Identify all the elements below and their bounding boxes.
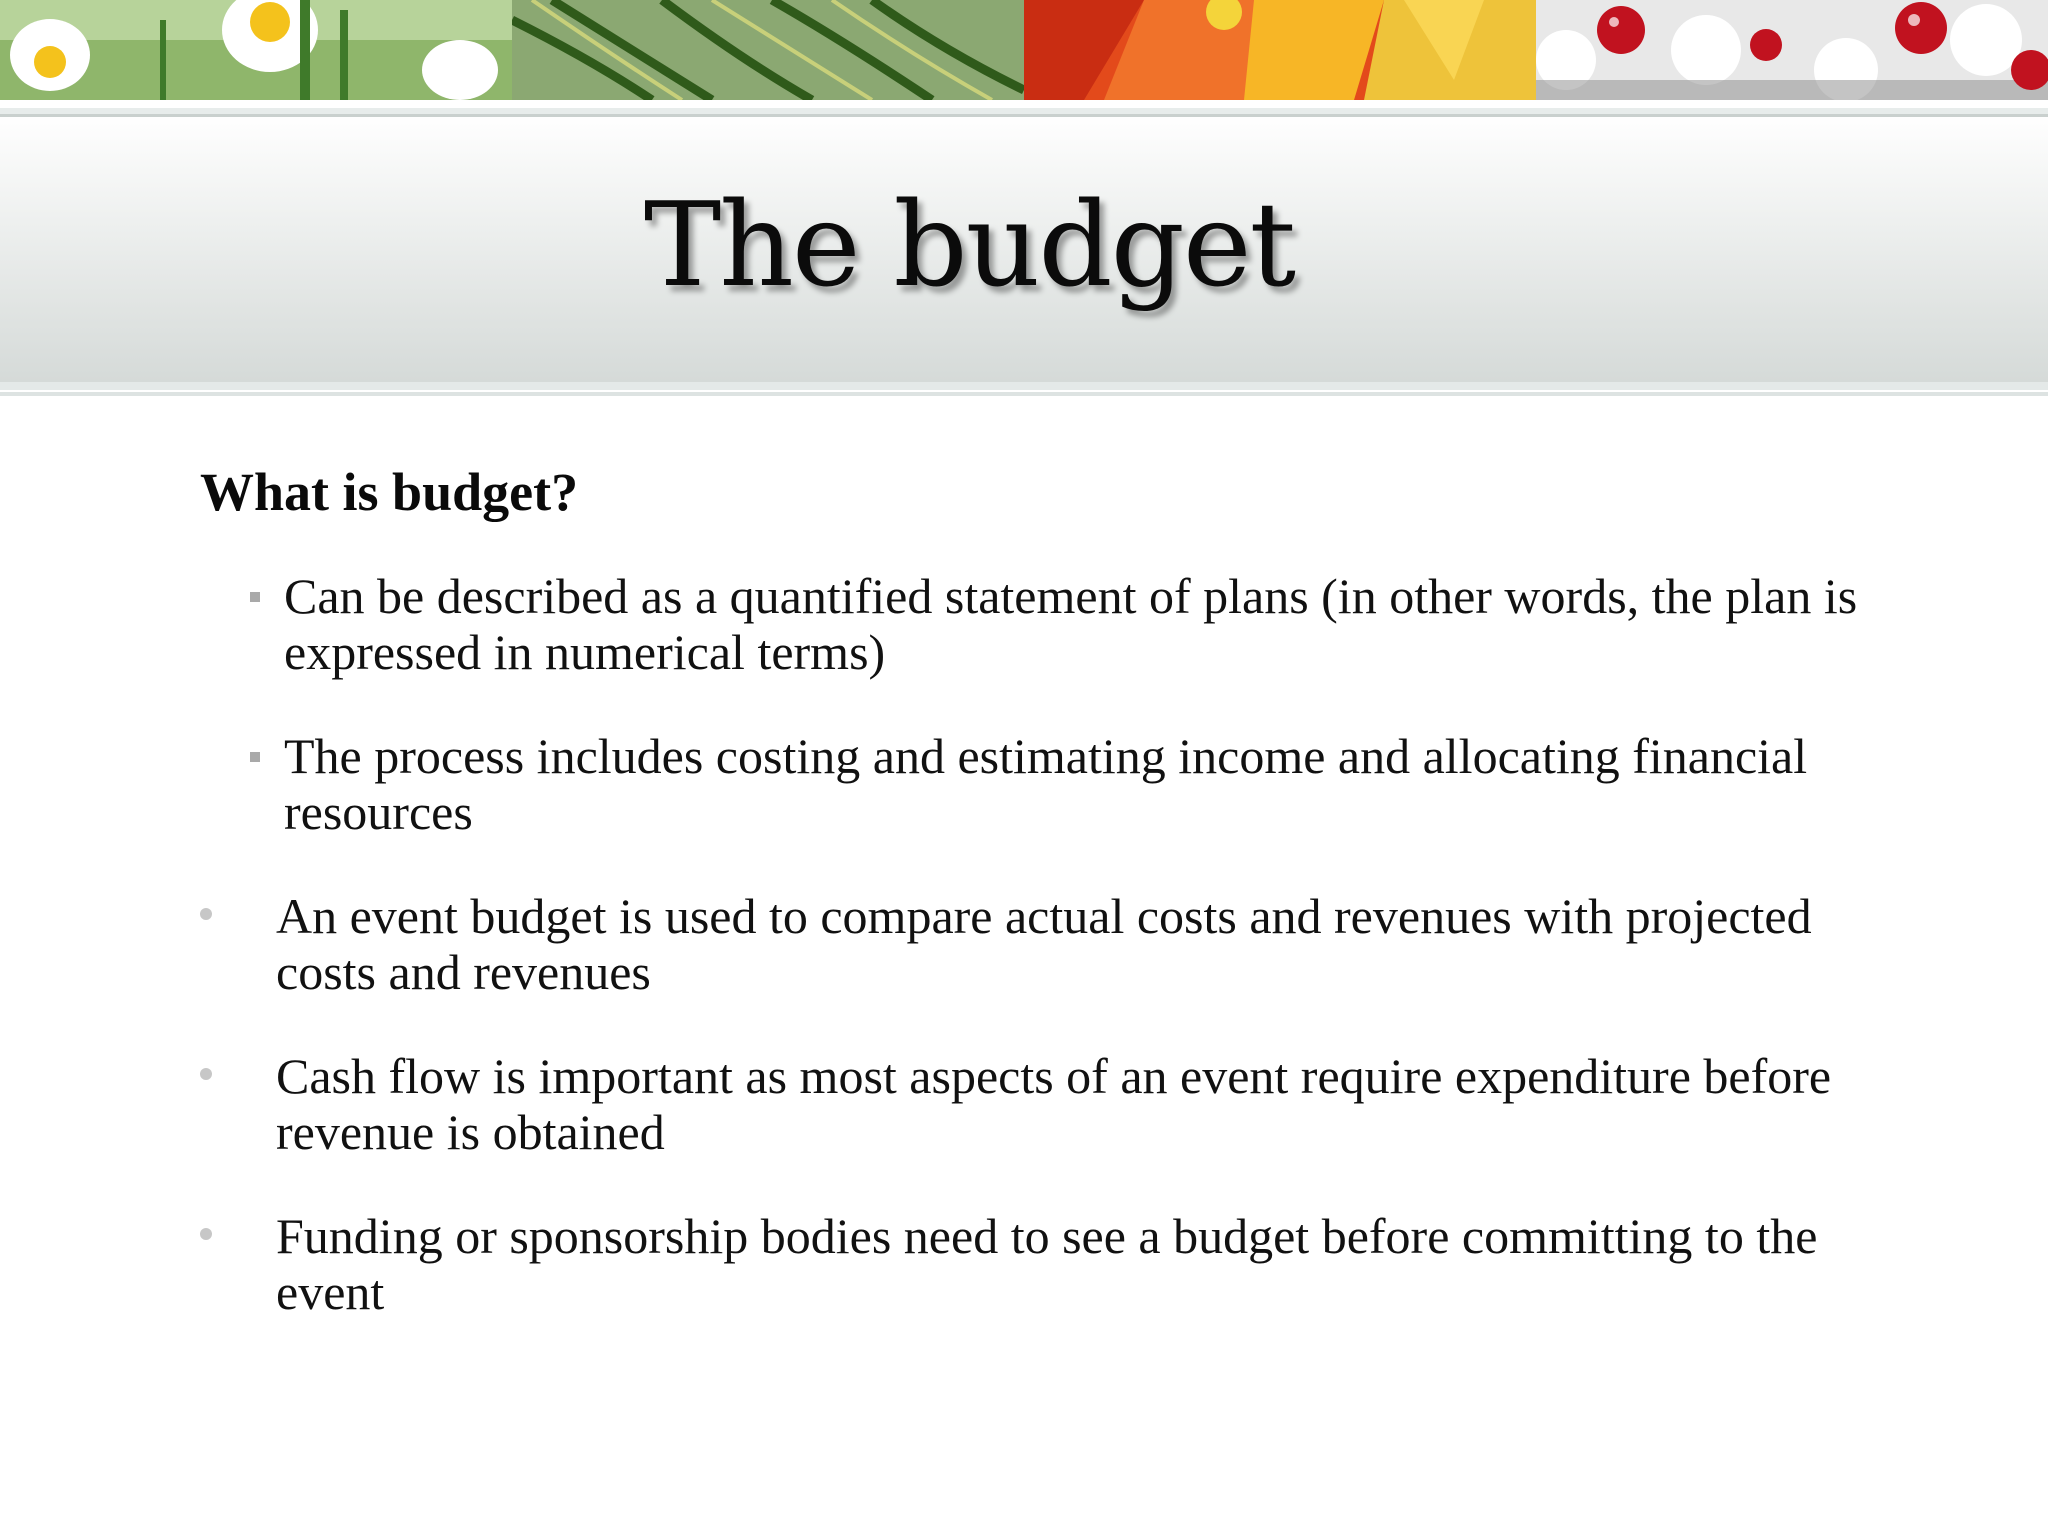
bullet-text: Cash flow is important as most aspects of an event require expenditure before revenue is obtained (276, 1048, 1832, 1160)
round-bullet-icon (200, 908, 212, 920)
square-bullet-icon (250, 592, 260, 602)
winter-berries-image (1536, 0, 2048, 100)
bullet-item (276, 1208, 1860, 1320)
bullet-item (276, 1048, 1860, 1160)
round-bullet-icon (200, 1228, 212, 1240)
spring-daisies-image (0, 0, 512, 100)
sub-bullet-item (284, 728, 1860, 840)
autumn-leaves-image (1024, 0, 1536, 100)
bullet-item (276, 888, 1860, 1000)
summer-palm-image (512, 0, 1024, 100)
bullet-text: Funding or sponsorship bodies need to see a budget before committing to the event (276, 1208, 1818, 1320)
sub-bullet-text: The process includes costing and estimating income and allocating financial resources (284, 728, 1808, 840)
square-bullet-icon (250, 752, 260, 762)
round-bullet-icon (200, 1068, 212, 1080)
page-title: The budget (643, 178, 1295, 313)
bullet-text: An event budget is used to compare actual costs and revenues with projected costs and revenues (276, 888, 1812, 1000)
slide-body (200, 460, 1860, 1368)
sub-bullet-item (284, 568, 1860, 680)
sub-bullet-text: Can be described as a quantified statement of plans (in other words, the plan is expressed in numerical terms) (284, 568, 1858, 680)
seasonal-banner (0, 0, 2048, 100)
section-heading: What is budget? (200, 462, 579, 522)
